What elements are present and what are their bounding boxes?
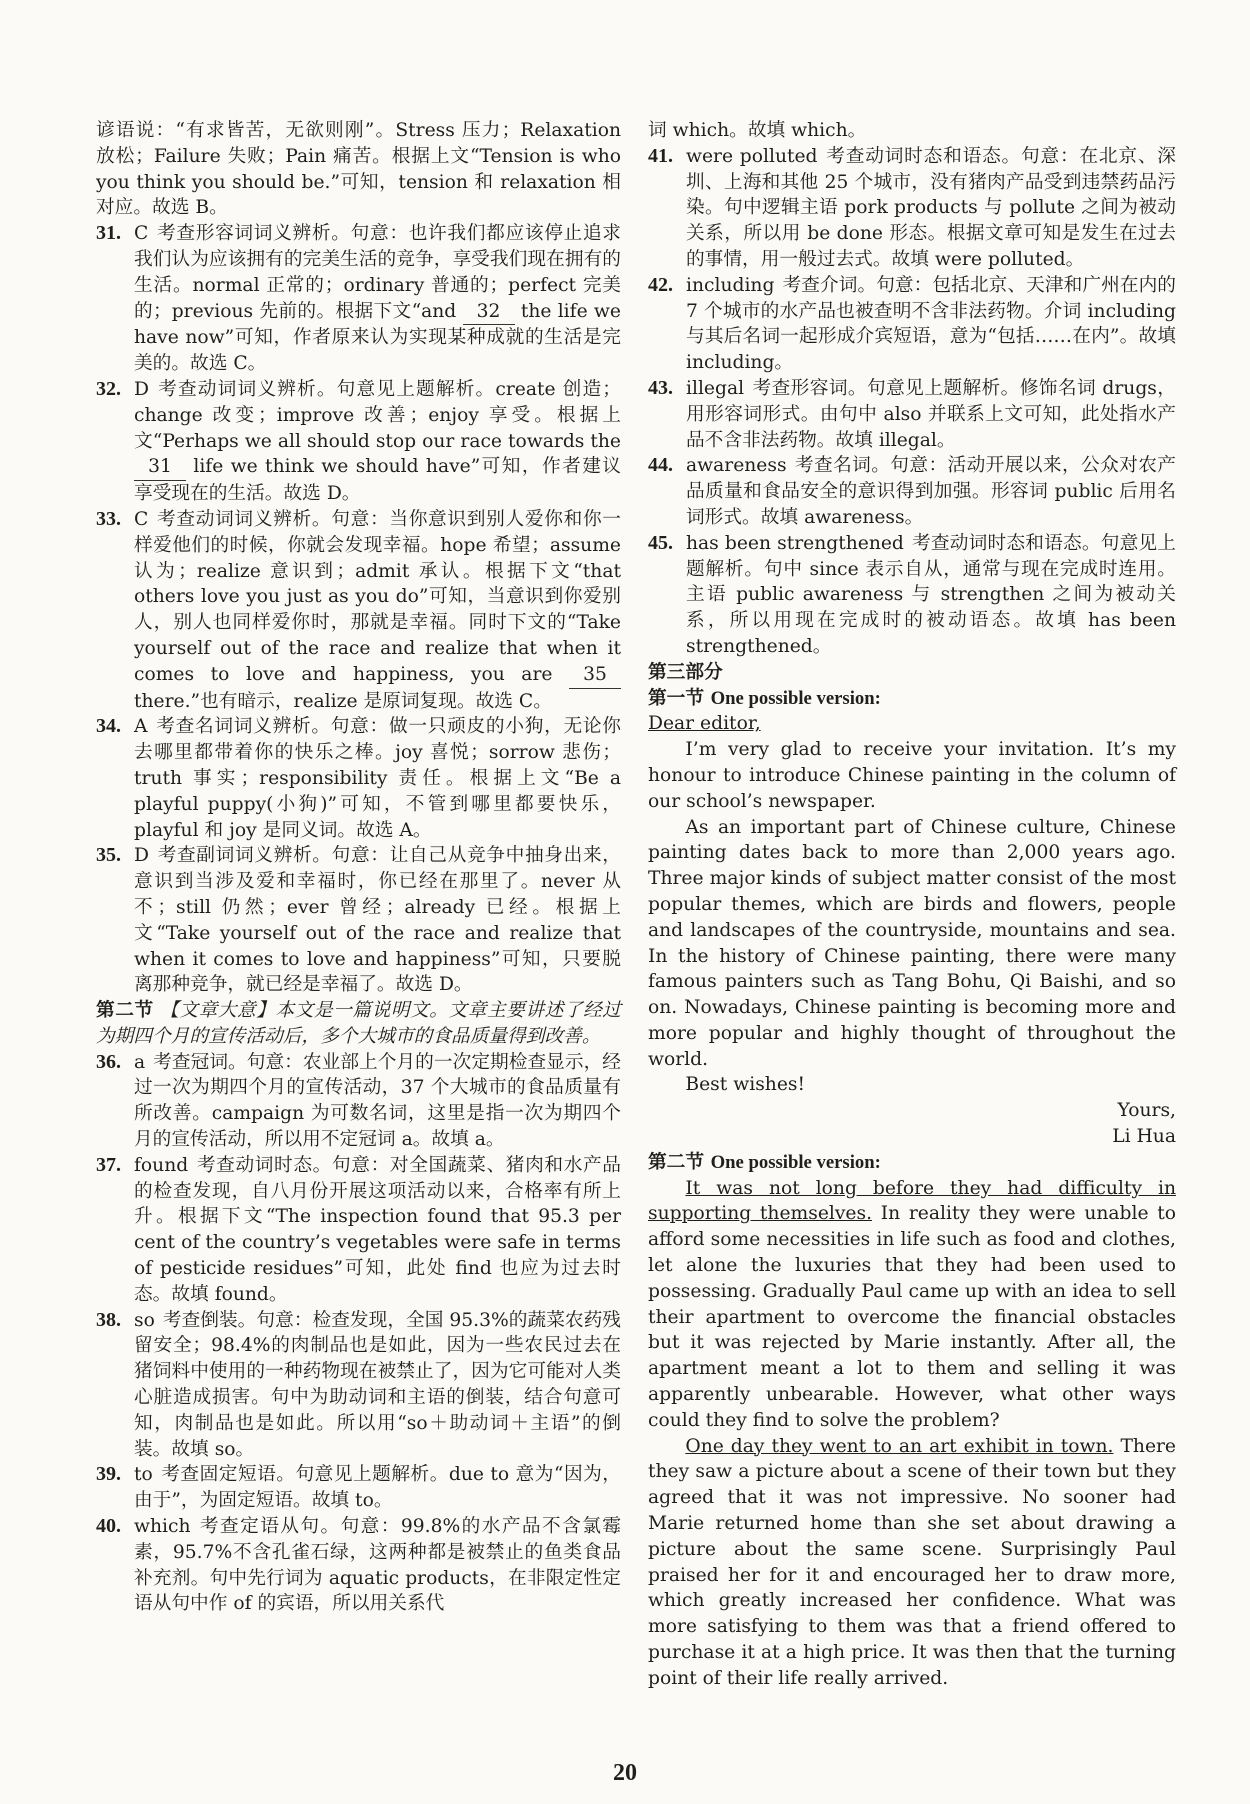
- answer-key: found: [134, 1154, 189, 1176]
- question-number: 39.: [96, 1463, 121, 1486]
- section-2b-cn: 第二节: [648, 1150, 705, 1173]
- answer-explanation: [134, 843, 621, 998]
- blank-number: 35: [569, 662, 621, 689]
- page-number: 20: [613, 1760, 637, 1786]
- explanation-text: life we think we should have”可知，作者建议享受现在的生活。故选 D。: [134, 456, 621, 505]
- answer-key: D: [134, 845, 149, 867]
- question-number: 34.: [96, 715, 121, 738]
- answer-key: including: [686, 274, 775, 296]
- answer-item: [96, 221, 621, 377]
- letter-paragraph: As an important part of Chinese culture, Chinese painting dates back to more than 2,000 years ago. Three major kinds of subject matter consist of the most popular themes, which are birds and flowers, people and landscapes of the countryside, mountains and sea. In the history of Chinese painting, there were many famous painters such as Tang Bohu, Qi Baishi, and so on. Nowadays, Chinese painting is becoming more and more popular and highly thought of throughout the world.: [648, 816, 1176, 1070]
- explanation-text: 考查动词时态和语态。句意见上题解析。句中 since 表示自从，通常与现在完成时连用。主语 public awareness 与 strengthen 之间为被动关系，所以用现在完成时的被动语态。故填 has been strengthened。: [686, 532, 1176, 657]
- explanation-text: 考查形容词。句意见上题解析。修饰名词 drugs，用形容词形式。由句中 also 并联系上文可知，此处指水产品不含非法药物。故填 illegal。: [686, 377, 1176, 451]
- answer-explanation: [134, 377, 621, 507]
- answer-key: illegal: [686, 377, 745, 399]
- continuation-paragraph-1: [648, 1176, 1176, 1434]
- blank-number: 32: [463, 299, 515, 326]
- answer-item: [648, 453, 1176, 530]
- page-content: [96, 118, 1176, 1718]
- explanation-text: 考查倒装。句意：检查发现，全国 95.3%的蔬菜农药残留安全；98.4%的肉制品也是如此，因为一些农民过去在猪饲料中使用的一种药物现在被禁止了，因为它可能对人类心脏造成损害。句中为助动词和主语的倒装，结合句意可知，肉制品也是如此。所以用“so＋助动词＋主语”的倒装。故填 so。: [134, 1309, 621, 1460]
- explanation-text: 考查动词时态。句意：对全国蔬菜、猪肉和水产品的检查发现，自八月份开展这项活动以来，合格率有所上升。根据下文“The inspection found that 95.3 per cent of the country’s vegetables were safe in terms of pesticide residues”可知，此处 find 也应为过去时态。故填 found。: [134, 1154, 621, 1305]
- paragraph-body: In reality they were unable to afford some necessities in life such as food and clothes, let alone the luxuries that they had been used to possessing. Gradually Paul came up with an idea to sell their apartment to overcome the financial obstacles but it was rejected by Marie instantly. After all, the apartment meant a lot to them and selling it was apparently unbearable. However, what other ways could they find to solve the problem?: [648, 1203, 1176, 1431]
- answer-key: so: [134, 1309, 155, 1331]
- salutation-text: Dear editor,: [648, 713, 761, 735]
- left-column: [96, 118, 621, 1617]
- answer-item: [96, 843, 621, 998]
- question-number: 40.: [96, 1515, 121, 1538]
- question-number: 31.: [96, 222, 121, 245]
- answer-explanation: [686, 453, 1176, 530]
- question-number: 37.: [96, 1153, 121, 1176]
- answer-item: [96, 1050, 621, 1153]
- answer-item: [648, 376, 1176, 453]
- answer-explanation: [134, 714, 621, 843]
- first-sentence: One day they went to an art exhibit in town.: [685, 1435, 1114, 1457]
- answer-key: A: [134, 716, 148, 738]
- answer-item: [96, 507, 621, 714]
- answer-item: [648, 273, 1176, 376]
- answer-item: [96, 1462, 621, 1514]
- continuation-paragraph-2: [648, 1434, 1176, 1692]
- question-number: 41.: [648, 144, 673, 167]
- letter-paragraph: Best wishes!: [685, 1074, 805, 1096]
- letter-signature: Li Hua: [1112, 1126, 1176, 1148]
- answer-explanation: [134, 1050, 621, 1153]
- continuation-text: 词 which。故填 which。: [648, 120, 867, 141]
- section-2b-en: One possible version:: [710, 1151, 881, 1173]
- answer-key: to: [134, 1464, 153, 1486]
- question-number: 44.: [648, 454, 673, 477]
- answer-key: C: [134, 508, 149, 530]
- section-2-title: 第二节: [96, 999, 154, 1022]
- explanation-text: 考查名词词义辨析。句意：做一只顽皮的小狗，无论你去哪里都带着你的快乐之棒。joy 喜悦；sorrow 悲伤；truth 事实；responsibility 责任。根据上文“Be a playful puppy(小狗)”可知，不管到哪里都要快乐，playful 和 joy 是同义词。故选 A。: [134, 716, 621, 841]
- explanation-text: 考查冠词。句意：农业部上个月的一次定期检查显示，经过一次为期四个月的宣传活动，37 个大城市的食品质量有所改善。campaign 为可数名词，这里是指一次为期四个月的宣传活动，所以用不定冠词 a。故填 a。: [134, 1051, 621, 1151]
- answer-explanation: [134, 1308, 621, 1463]
- explanation-text: the life we have now”可知，作者原来认为实现某种成就的生活是完美的。故选 C。: [134, 300, 621, 375]
- right-column: [648, 118, 1176, 1692]
- answer-explanation: [134, 1462, 621, 1514]
- explanation-text: 考查动词词义辨析。句意：当你意识到别人爱你和你一样爱他们的时候，你就会发现幸福。hope 希望；assume 认为；realize 意识到；admit 承认。根据下文“that others love you just as you do”可知，当意识到你爱别人，别人也同样爱你时，那就是幸福。同时下文的“Take yourself out of the race and realize that when it comes to love and happiness, you are: [134, 508, 621, 685]
- section-1-en: One possible version:: [710, 687, 881, 709]
- letter-closing: Yours,: [1117, 1100, 1176, 1122]
- answer-item: [96, 377, 621, 507]
- answer-key: awareness: [686, 455, 787, 477]
- answer-key: C: [134, 223, 149, 245]
- explanation-text: 考查名词。句意：活动开展以来，公众对农产品质量和食品安全的意识得到加强。形容词 public 后用名词形式。故填 awareness。: [686, 455, 1176, 528]
- answer-explanation: [686, 376, 1176, 453]
- answer-explanation: [686, 531, 1176, 660]
- answer-item: [96, 714, 621, 843]
- answer-explanation: [686, 144, 1176, 273]
- answer-explanation: [134, 507, 621, 714]
- answer-item: [96, 1153, 621, 1308]
- answer-item: [648, 531, 1176, 660]
- answer-item: [96, 1514, 621, 1617]
- explanation-text: 考查副词词义辨析。句意：让自己从竞争中抽身出来，意识到当涉及爱和幸福时，你已经在那里了。never 从不；still 仍然；ever 曾经；already 已经。根据上文“Take yourself out of the race and realize that when it comes to love and happiness”可知，只要脱离那种竞争，就已经是幸福了。故选 D。: [134, 845, 621, 996]
- question-number: 32.: [96, 377, 121, 400]
- explanation-text: 考查动词词义辨析。句意见上题解析。create 创造；change 改变；improve 改善；enjoy 享受。根据上文“Perhaps we all should stop our race towards the: [134, 378, 621, 452]
- part-3-title: 第三部分: [648, 660, 723, 683]
- question-number: 33.: [96, 507, 121, 530]
- answer-explanation: [134, 1514, 621, 1617]
- answer-key: which: [134, 1516, 191, 1538]
- section-2-summary: 【文章大意】本文是一篇说明文。文章主要讲述了经过为期四个月的宣传活动后，多个大城市的食品质量得到改善。: [96, 1000, 621, 1047]
- answer-item: [648, 144, 1176, 273]
- letter-salutation: [648, 711, 1176, 737]
- question-number: 45.: [648, 531, 673, 554]
- answer-key: were polluted: [686, 145, 818, 167]
- paragraph-body: There they saw a picture about a scene of their town but they agreed that it was not impressive. No sooner had Marie returned home than she set about drawing a picture about the same scene. Surprisingly Paul praised her for it and encouraged her to draw more, which greatly increased her confidence. What was more satisfying to them was that a friend offered to purchase it at a high price. It was then that the turning point of their life really arrived.: [648, 1435, 1176, 1689]
- answer-key: has been strengthened: [686, 532, 904, 554]
- explanation-text: 考查动词时态和语态。句意：在北京、深圳、上海和其他 25 个城市，没有猪肉产品受到违禁药品污染。句中逻辑主语 pork products 与 pollute 之间为被动关系，所以用 be done 形态。根据文章可知是发生在过去的事情，用一般过去式。故填 were polluted。: [686, 145, 1176, 270]
- answer-explanation: [134, 221, 621, 377]
- question-number: 38.: [96, 1308, 121, 1331]
- answer-key: a: [134, 1051, 146, 1073]
- question-number: 42.: [648, 273, 673, 296]
- explanation-text: there.”也有暗示，realize 是原词复现。故选 C。: [134, 690, 552, 712]
- answer-item: [96, 1308, 621, 1463]
- answer-explanation: [134, 1153, 621, 1308]
- explanation-text: 考查介词。句意：包括北京、天津和广州在内的 7 个城市的水产品也被查明不含非法药物。介词 including 与其后名词一起形成介宾短语，意为“包括……在内”。故填 including。: [686, 274, 1176, 374]
- section-2b-heading: [648, 1150, 1176, 1176]
- question-number: 43.: [648, 376, 673, 399]
- explanation-text: 考查形容词词义辨析。句意：也许我们都应该停止追求我们认为应该拥有的完美生活的竞争，享受我们现在拥有的生活。normal 正常的；ordinary 普通的；perfect 完美的；previous 先前的。根据下文“and: [134, 223, 621, 322]
- first-sentence: It was not long before they had difficulty in supporting themselves.: [648, 1177, 1176, 1225]
- explanation-text: 考查定语从句。句意：99.8%的水产品不含氯霉素，95.7%不含孔雀石绿，这两种都是被禁止的鱼类食品补充剂。句中先行词为 aquatic products，在非限定性定语从句中作 of 的宾语，所以用关系代: [134, 1516, 621, 1615]
- answer-key: D: [134, 378, 149, 400]
- blank-number: 31: [134, 454, 186, 481]
- question-number: 36.: [96, 1050, 121, 1073]
- answer-explanation: [686, 273, 1176, 376]
- intro-text: 谚语说：“有求皆苦，无欲则刚”。Stress 压力；Relaxation 放松；Failure 失败；Pain 痛苦。根据上文“Tension is who you think you should be.”可知，tension 和 relaxation 相对应。故选 B。: [96, 120, 621, 219]
- section-2-heading: [96, 998, 621, 1050]
- question-number: 35.: [96, 844, 121, 867]
- section-1-cn: 第一节: [648, 686, 705, 709]
- letter-paragraph: I’m very glad to receive your invitation. It’s my honour to introduce Chinese painting in the column of our school’s newspaper.: [648, 739, 1176, 812]
- section-1-heading: [648, 686, 1176, 712]
- explanation-text: 考查固定短语。句意见上题解析。due to 意为“因为，由于”，为固定短语。故填 to。: [134, 1464, 621, 1512]
